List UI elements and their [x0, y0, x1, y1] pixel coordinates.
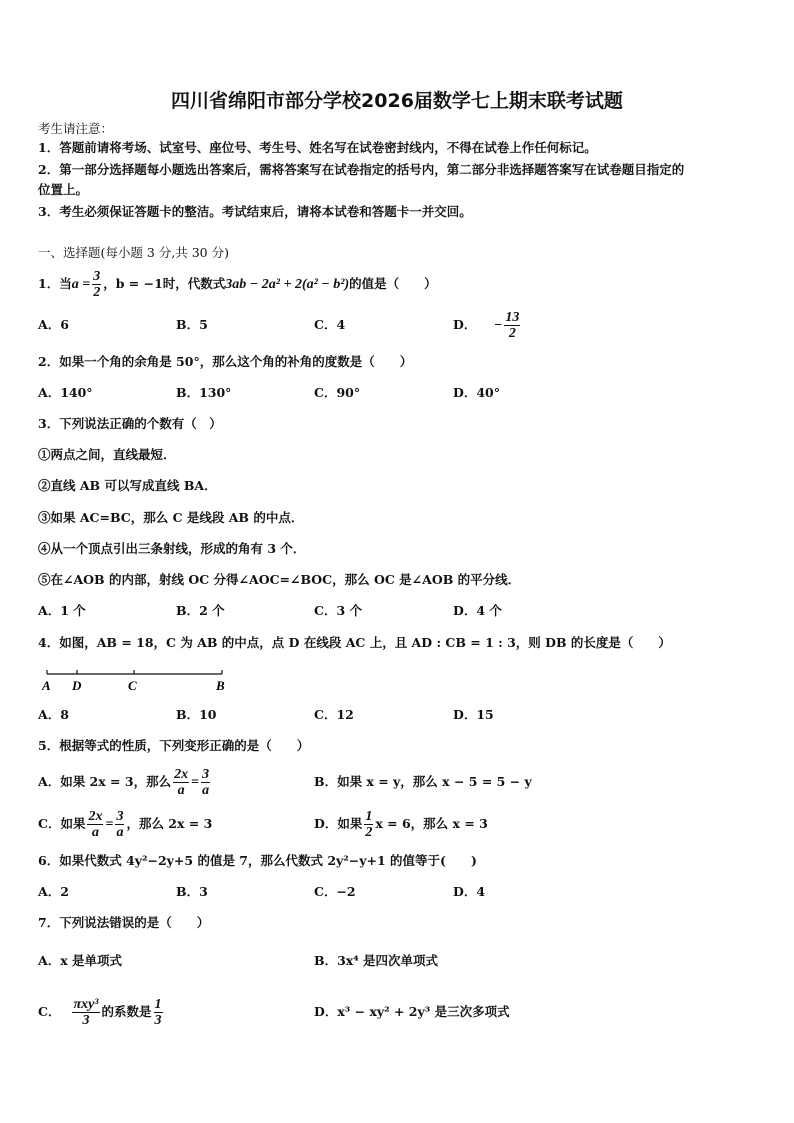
question-5: 5．根据等式的性质，下列变形正确的是（ ）: [38, 738, 310, 753]
q4-option-d: D．15: [453, 707, 494, 722]
q1-option-b: B．5: [176, 317, 208, 332]
q7-option-d: D．x³ − xy² + 2y³ 是三次多项式: [314, 1004, 510, 1019]
q4-option-a: A．8: [38, 707, 69, 722]
fraction: $\frac{3}{a}$: [116, 809, 124, 840]
segment-diagram: [42, 670, 242, 698]
q6-option-c: C．−2: [314, 884, 356, 899]
q5-option-b: B．如果 x = y，那么 x − 5 = 5 − y: [314, 774, 532, 789]
fraction: $\frac{2x}{a}$: [88, 809, 103, 840]
q3-statement-4: ④从一个顶点引出三条射线，形成的角有 3 个．: [38, 541, 306, 556]
fraction: $\frac{3}{2}$: [93, 269, 101, 300]
page-title: 四川省绵阳市部分学校2026届数学七上期末联考试题: [171, 90, 623, 112]
q6-option-d: D．4: [453, 884, 486, 899]
q1-option-c: C．4: [314, 317, 346, 332]
q5-option-d: D．如果 $\frac{1}{2}$ x = 6，那么 x = 3: [314, 809, 488, 840]
notice-item-3: 3．考生必须保证答题卡的整洁。考试结束后，请将本试卷和答题卡一并交回。: [38, 204, 472, 219]
q6-option-a: A．2: [38, 884, 69, 899]
q2-option-d: D．40°: [453, 385, 500, 400]
q4-option-b: B．10: [176, 707, 217, 722]
q2-option-b: B．130°: [176, 385, 232, 400]
question-1: 1．当a = $\frac{3}{2}$ ，b = −1时，代数式3ab − 2a² + 2(a² − b²)的值是（ ）: [38, 269, 437, 300]
fraction: $\frac{1}{2}$: [365, 809, 373, 840]
q5-option-c: C．如果 $\frac{2x}{a}$ = $\frac{3}{a}$ ，那么 2x = 3: [38, 809, 213, 840]
q1-option-d: D． − $\frac{13}{2}$: [453, 310, 520, 341]
q7-option-a: A．x 是单项式: [38, 953, 123, 968]
section-heading: 一、选择题(每小题 3 分,共 30 分): [38, 245, 229, 260]
q3-option-c: C．3 个: [314, 603, 362, 618]
notice-item-1: 1．答题前请将考场、试室号、座位号、考生号、姓名写在试卷密封线内，不得在试卷上作任何标记。: [38, 140, 597, 155]
question-2: 2．如果一个角的余角是 50°，那么这个角的补角的度数是（ ）: [38, 354, 413, 369]
q1-option-a: A．6: [38, 317, 69, 332]
question-3: 3．下列说法正确的个数有（ ）: [38, 416, 222, 431]
question-4: 4．如图，AB = 18，C 为 AB 的中点，点 D 在线段 AC 上，且 AD : CB = 1 : 3，则 DB 的长度是（ ）: [38, 635, 671, 650]
q3-option-d: D．4 个: [453, 603, 502, 618]
q7-option-b: B．3x⁴ 是四次单项式: [314, 953, 439, 968]
question-7: 7．下列说法错误的是（ ）: [38, 915, 210, 930]
q3-statement-2: ②直线 AB 可以写成直线 BA．: [38, 478, 217, 493]
question-6: 6．如果代数式 4y²−2y+5 的值是 7，那么代数式 2y²−y+1 的值等于( ): [38, 853, 477, 868]
point-label-c: C: [128, 678, 137, 693]
notice-header: 考生请注意：: [38, 121, 114, 136]
q5-option-a: A．如果 2x = 3，那么 $\frac{2x}{a}$ = $\frac{3}{a}$: [38, 767, 210, 798]
q3-statement-3: ③如果 AC=BC，那么 C 是线段 AB 的中点．: [38, 510, 304, 525]
q7-option-c: C． $\frac{\text{πxy³}}{3}$ 的系数是 $\frac{1}{3}$: [38, 997, 162, 1028]
fraction: $\frac{\text{πxy³}}{3}$: [73, 997, 99, 1028]
fraction: $\frac{13}{2}$: [505, 310, 520, 341]
q3-statement-5: ⑤在∠AOB 的内部，射线 OC 分得∠AOC=∠BOC，那么 OC 是∠AOB 的平分线．: [38, 572, 521, 587]
point-label-d: D: [72, 678, 82, 693]
q2-option-a: A．140°: [38, 385, 93, 400]
notice-item-2: 2．第一部分选择题每小题选出答案后，需将答案写在试卷指定的括号内，第二部分非选择题答案写在试卷题目指定的: [38, 162, 685, 177]
q3-option-b: B．2 个: [176, 603, 225, 618]
q2-option-c: C．90°: [314, 385, 361, 400]
fraction: $\frac{3}{a}$: [202, 767, 210, 798]
fraction: $\frac{1}{3}$: [154, 997, 162, 1028]
q6-option-b: B．3: [176, 884, 208, 899]
notice-item-2-cont: 位置上。: [38, 182, 89, 197]
fraction: $\frac{2x}{a}$: [174, 767, 189, 798]
q3-statement-1: ①两点之间，直线最短．: [38, 447, 176, 462]
point-label-a: A: [42, 678, 51, 693]
q4-option-c: C．12: [314, 707, 354, 722]
point-label-b: B: [216, 678, 225, 693]
q3-option-a: A．1 个: [38, 603, 86, 618]
